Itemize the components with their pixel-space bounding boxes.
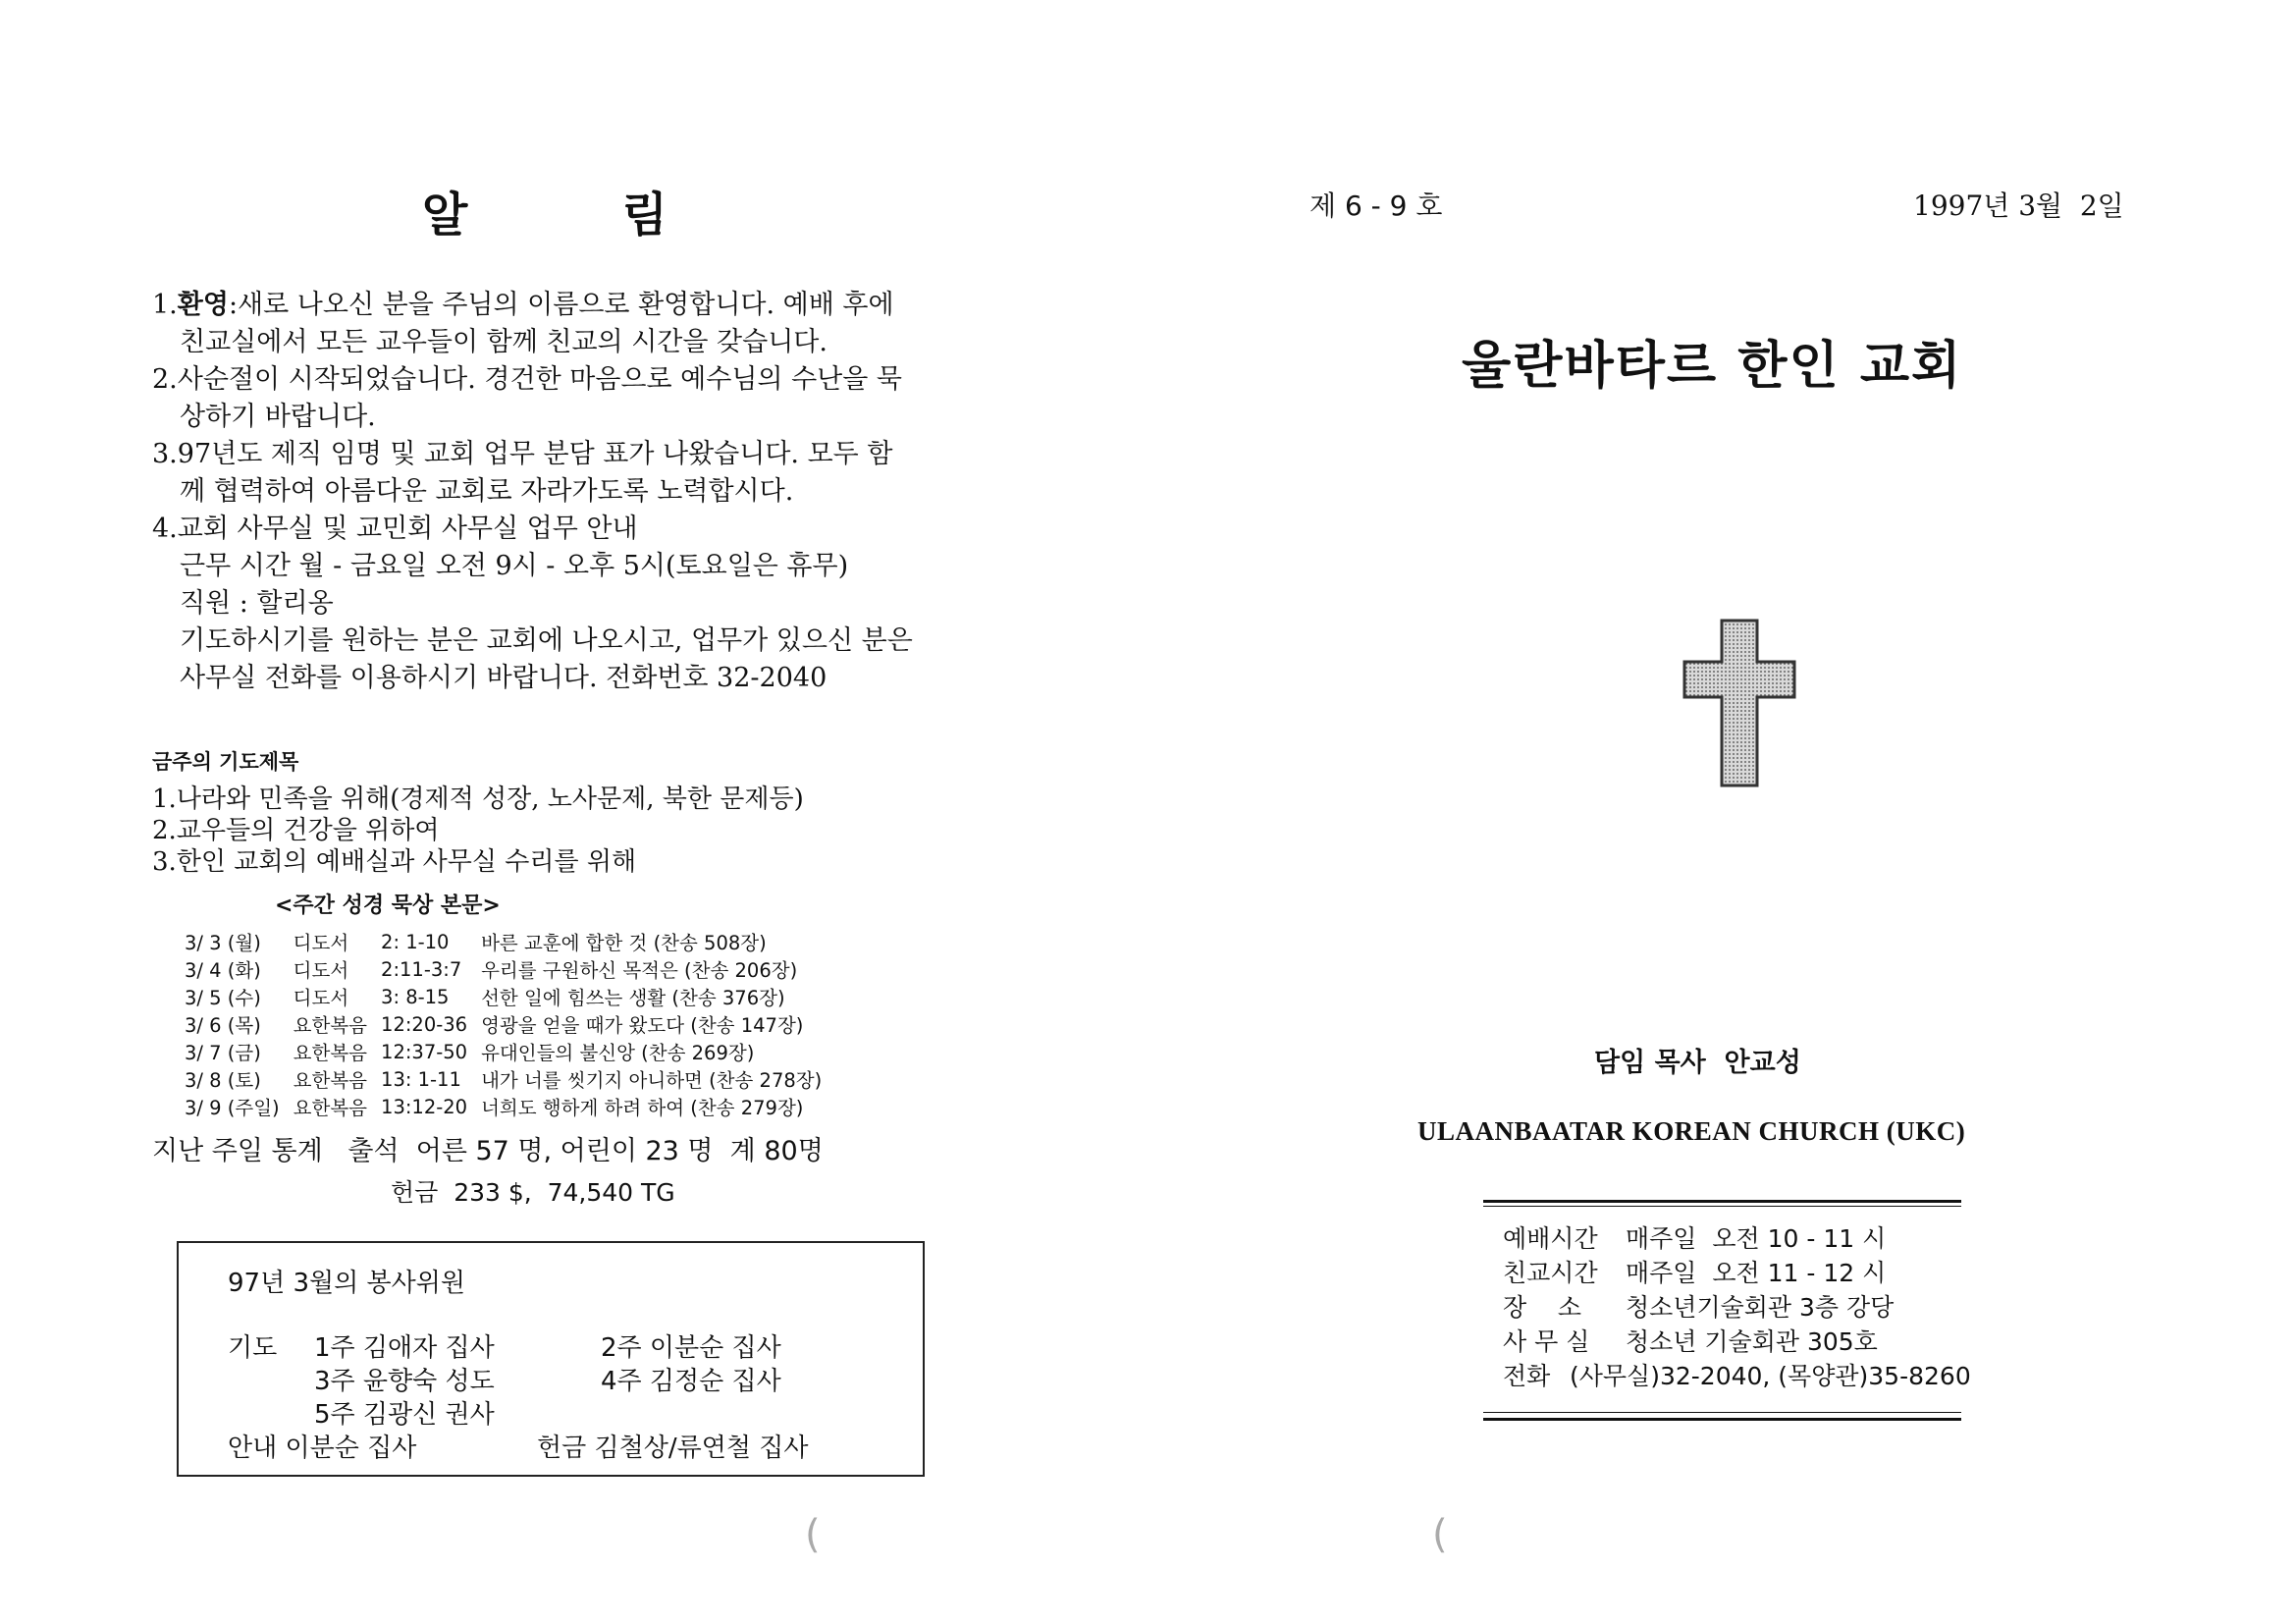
bible-reading-date: 3/ 9 (주일) <box>185 1097 280 1119</box>
bible-reading-title: <주간 성경 묵상 본문> <box>275 893 501 918</box>
bible-reading-theme: 유대인들의 불신앙 (찬송 269장) <box>481 1042 755 1064</box>
bible-reading-theme: 내가 너를 씻기지 아니하면 (찬송 278장) <box>481 1069 823 1092</box>
prayer-list <box>152 784 804 878</box>
bible-reading-theme: 선한 일에 힘쓰는 생활 (찬송 376장) <box>481 987 785 1009</box>
service-info-value: 청소년 기술회관 305호 <box>1626 1327 1878 1356</box>
volunteer-week-3: 3주 윤향숙 성도 <box>314 1367 495 1396</box>
bible-reading-row <box>185 955 835 983</box>
notice-number: 1. <box>152 290 178 320</box>
service-info-value: 매주일 오전 10 - 11 시 <box>1626 1224 1887 1253</box>
notice-line: 교회 사무실 및 교민회 사무실 업무 안내 <box>177 514 638 544</box>
service-info-label: 예배시간 <box>1503 1224 1598 1253</box>
bible-reading-theme: 우리를 구원하신 목적은 (찬송 206장) <box>481 959 798 982</box>
bible-reading-date: 3/ 3 (월) <box>185 932 261 954</box>
bible-reading-theme: 영광을 얻을 때가 왔도다 (찬송 147장) <box>481 1014 804 1037</box>
bible-reading-ref: 2: 1-10 <box>381 930 450 953</box>
volunteer-box <box>177 1241 925 1477</box>
bible-reading-book: 요한복음 <box>293 1042 368 1064</box>
bible-reading-book: 디도서 <box>293 932 349 954</box>
bible-reading-ref: 13: 1-11 <box>381 1067 461 1091</box>
notice-line: 97년도 제직 임명 및 교회 업무 분담 표가 나왔습니다. 모두 함 <box>177 439 893 469</box>
notice-label: 환영 <box>177 290 229 320</box>
bible-reading-date: 3/ 6 (목) <box>185 1014 261 1037</box>
service-info-label: 친교시간 <box>1503 1259 1598 1287</box>
weekly-stats-offering: 헌금 233 $, 74,540 TG <box>391 1178 675 1207</box>
bible-reading-row <box>185 928 835 955</box>
bible-reading-row <box>185 1010 835 1038</box>
divider <box>1483 1418 1961 1421</box>
notice-line: 기도하시기를 원하는 분은 교회에 나오시고, 업무가 있으신 분은 <box>180 625 913 656</box>
bible-reading-row <box>185 983 835 1010</box>
notice-number: 3. <box>152 439 178 469</box>
bible-reading-table <box>185 928 835 1120</box>
notice-line: 사무실 전화를 이용하시기 바랍니다. 전화번호 32-2040 <box>180 663 828 693</box>
volunteer-week-5: 5주 김광신 권사 <box>314 1400 495 1430</box>
notice-line: 께 협력하여 아름다운 교회로 자라가도록 노력합시다. <box>180 476 794 507</box>
prayer-item: 3.한인 교회의 예배실과 사무실 수리를 위해 <box>152 847 637 877</box>
divider <box>1483 1206 1961 1207</box>
bible-reading-date: 3/ 4 (화) <box>185 959 261 982</box>
prayer-item: 2.교우들의 건강을 위하여 <box>152 816 440 845</box>
pastor-name: 담임 목사 안교성 <box>1594 1048 1801 1078</box>
bible-reading-row <box>185 1065 835 1093</box>
notice-title-char-2: 림 <box>621 188 667 243</box>
notice-number: 4. <box>152 514 178 544</box>
cross-icon <box>1681 619 1798 791</box>
weekly-stats-attendance: 지난 주일 통계 출석 어른 57 명, 어린이 23 명 계 80명 <box>152 1136 824 1166</box>
notice-item-1 <box>152 287 1006 361</box>
service-info-value: (사무실)32-2040, (목양관)35-8260 <box>1570 1362 1971 1390</box>
notice-line: 상하기 바랍니다. <box>180 402 376 432</box>
service-info-label: 전화 <box>1503 1362 1551 1390</box>
issue-number: 제 6 - 9 호 <box>1309 189 1443 222</box>
notice-line: 사순절이 시작되었습니다. 경건한 마음으로 예수님의 수난을 묵 <box>177 364 902 395</box>
bible-reading-ref: 3: 8-15 <box>381 985 450 1008</box>
volunteer-title: 97년 3월의 봉사위원 <box>228 1269 465 1298</box>
notice-number: 2. <box>152 364 178 395</box>
notice-title <box>422 177 667 244</box>
divider <box>1483 1200 1961 1203</box>
bible-reading-book: 요한복음 <box>293 1069 368 1092</box>
scan-mark: ( <box>805 1512 821 1557</box>
church-english-name: ULAANBAATAR KOREAN CHURCH (UKC) <box>1417 1116 1966 1146</box>
service-info-list <box>1503 1221 1971 1393</box>
service-info-value: 매주일 오전 11 - 12 시 <box>1626 1259 1887 1287</box>
notice-line: :새로 나오신 분을 주님의 이름으로 환영합니다. 예배 후에 <box>228 290 894 320</box>
service-info-row <box>1503 1290 1971 1325</box>
notice-line: 근무 시간 월 - 금요일 오전 9시 - 오후 5시(토요일은 휴무) <box>180 551 849 581</box>
prayer-heading: 금주의 기도제목 <box>152 750 299 774</box>
bible-reading-book: 디도서 <box>293 959 349 982</box>
bible-reading-ref: 12:37-50 <box>381 1040 468 1063</box>
bible-reading-book: 요한복음 <box>293 1014 368 1037</box>
church-title: 울란바타르 한인 교회 <box>1462 337 1963 396</box>
notice-title-char-1: 알 <box>422 188 468 243</box>
divider <box>1483 1412 1961 1413</box>
service-info-label: 사 무 실 <box>1503 1327 1590 1356</box>
bible-reading-row <box>185 1038 835 1065</box>
bible-reading-date: 3/ 8 (토) <box>185 1069 261 1092</box>
notice-item-3 <box>152 436 1006 511</box>
bible-reading-theme: 너희도 행하게 하려 하여 (찬송 279장) <box>481 1097 804 1119</box>
bible-reading-date: 3/ 7 (금) <box>185 1042 261 1064</box>
bible-reading-ref: 2:11-3:7 <box>381 957 462 981</box>
notice-line: 친교실에서 모든 교우들이 함께 친교의 시간을 갖습니다. <box>180 327 828 357</box>
notice-item-2 <box>152 361 1006 436</box>
guide-duty: 안내 이분순 집사 <box>228 1434 417 1463</box>
service-info-row <box>1503 1256 1971 1290</box>
service-info-label: 장 소 <box>1503 1293 1582 1322</box>
volunteer-week-1: 1주 김애자 집사 <box>314 1333 495 1363</box>
bible-reading-book: 디도서 <box>293 987 349 1009</box>
prayer-item: 1.나라와 민족을 위해(경제적 성장, 노사문제, 북한 문제등) <box>152 785 804 814</box>
offering-duty: 헌금 김철상/류연철 집사 <box>537 1434 809 1463</box>
right-page <box>1148 0 2296 1624</box>
volunteer-week-4: 4주 김정순 집사 <box>601 1367 781 1396</box>
service-info-row <box>1503 1221 1971 1256</box>
scan-mark: ( <box>1432 1512 1448 1557</box>
prayer-duty-label: 기도 <box>228 1333 278 1363</box>
volunteer-week-2: 2주 이분순 집사 <box>601 1333 781 1363</box>
service-info-value: 청소년기술회관 3층 강당 <box>1626 1293 1895 1322</box>
bible-reading-row <box>185 1093 835 1120</box>
bible-reading-ref: 13:12-20 <box>381 1095 468 1118</box>
service-info-row <box>1503 1325 1971 1359</box>
bible-reading-date: 3/ 5 (수) <box>185 987 261 1009</box>
bible-reading-book: 요한복음 <box>293 1097 368 1119</box>
notice-line: 직원 : 할리옹 <box>180 588 334 619</box>
issue-date: 1997년 3월 2일 <box>1913 189 2124 222</box>
service-info-box <box>1483 1200 1971 1424</box>
notice-item-4 <box>152 511 1006 697</box>
bible-reading-ref: 12:20-36 <box>381 1012 468 1036</box>
bible-reading-theme: 바른 교훈에 합한 것 (찬송 508장) <box>481 932 767 954</box>
service-info-row <box>1503 1359 1971 1393</box>
notice-list <box>152 287 1006 697</box>
